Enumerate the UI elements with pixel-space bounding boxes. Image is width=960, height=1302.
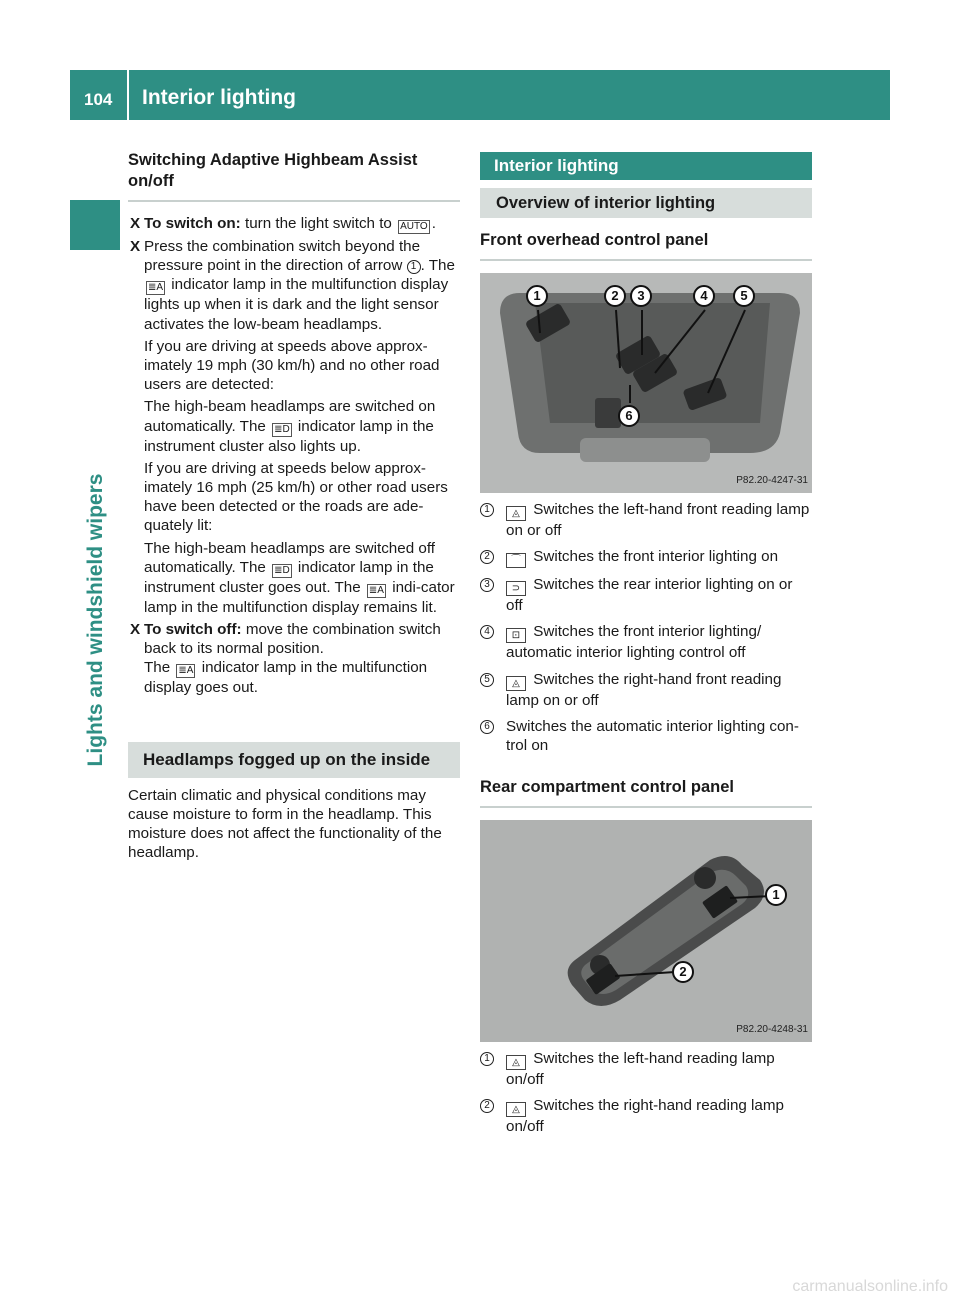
step-arrow-icon: X: [130, 621, 141, 639]
front-item-5: [480, 670, 812, 710]
rear-item-2: [480, 1096, 812, 1136]
side-tab-marker: [70, 200, 120, 250]
item-text: Switches the left-hand front reading lamp on or off: [506, 501, 810, 539]
para-on-text-1: The high-beam headlamps are switched on automatically. The: [144, 398, 436, 435]
front-item-1: [480, 500, 812, 540]
right-column: [480, 152, 812, 1137]
para-highbeam-on: [128, 397, 460, 455]
para-off-text-2: indicator lamp in the instrument cluster goes out. The: [144, 558, 434, 596]
item-number: 2: [480, 1099, 494, 1113]
header-title: Interior lighting: [142, 86, 296, 109]
callout-2: 2: [672, 961, 694, 983]
switch-off-text-2: The: [144, 659, 171, 677]
section-bar-interior-lighting: Interior lighting: [480, 152, 812, 180]
reading-lamp-icon: ◬: [506, 676, 526, 691]
item-text: Switches the automatic interior lighting con-trol on: [506, 717, 799, 755]
lighting-off-icon: ⊡: [506, 628, 526, 643]
item-number: 5: [480, 673, 494, 687]
highbeam-assist-indicator-icon: ≣A: [368, 584, 384, 596]
callout-1: 1: [765, 884, 787, 906]
item-number: 2: [480, 550, 494, 564]
press-text-3: indicator lamp in the multifunction display lights up when it is dark and the light sensor activates the low-beam headlamps.: [144, 276, 449, 333]
switch-off-text-3: indicator lamp in the multifunction display goes out.: [144, 659, 428, 697]
step-switch-on: X To switch on: turn the light switch to AUTO .: [130, 215, 436, 232]
watermark: carmanualsonline.info: [792, 1278, 948, 1295]
reading-lamp-icon: ◬: [506, 506, 526, 521]
item-text: Switches the front interior lighting on: [533, 548, 779, 566]
step-press-switch: X Press the combination switch beyond the pressure point in the direction of arrow 1 . The ≣A indicator lamp in the multifunction display lights up when it is dark and the light sensor activates the low-beam headlamps.: [130, 238, 455, 333]
rear-panel-heading: Rear compartment control panel: [480, 777, 812, 808]
item-text: Switches the right-hand reading lamp on/off: [506, 1097, 784, 1136]
switch-on-text: turn the light switch to: [244, 215, 392, 232]
page-number: 104: [84, 90, 113, 109]
para-below-speed: If you are driving at speeds below approx-imately 16 mph (25 km/h) or other road users have been detected or the roads are ade-quately lit:: [144, 459, 448, 535]
rear-panel-illustration: [480, 820, 812, 1042]
highbeam-assist-indicator-icon: ≣A: [178, 665, 194, 677]
side-chapter-label: [72, 473, 120, 767]
front-item-2: [480, 547, 812, 568]
front-item-4: [480, 622, 812, 662]
front-panel-illustration: [480, 273, 812, 493]
rear-panel-photo: [480, 820, 812, 1042]
section-bar-fogged: Headlamps fogged up on the inside: [128, 742, 460, 778]
fogged-paragraph: Certain climatic and physical conditions may cause moisture to form in the headlamp. This moisture does not affect the functionality of the headlamp.: [128, 786, 442, 862]
front-item-3: [480, 575, 812, 615]
item-number: 3: [480, 578, 494, 592]
rear-item-1: [480, 1049, 812, 1089]
callout-1: 1: [526, 285, 548, 307]
para-off-text-3: indi-cator lamp in the multifunction display remains lit.: [144, 578, 455, 616]
section-heading-highbeam: Switching Adaptive Highbeam Assist on/off: [128, 150, 460, 202]
front-panel-heading: Front overhead control panel: [480, 230, 812, 261]
reading-lamp-icon: ◬: [506, 1102, 526, 1117]
reading-lamp-icon: ◬: [506, 1055, 526, 1070]
callout-3: 3: [630, 285, 652, 307]
press-text: Press the combination switch beyond the pressure point in the direction of arrow: [144, 238, 421, 275]
front-lighting-icon: ⌒: [506, 553, 526, 568]
side-chapter-text: Lights and windshield wipers: [84, 473, 107, 767]
rear-lighting-icon: ⊃: [506, 581, 526, 596]
header-divider: [127, 70, 129, 120]
press-text-2: The: [428, 257, 455, 275]
para-on-text-2: indicator lamp in the instrument cluster also lights up.: [144, 417, 434, 455]
callout-2: 2: [604, 285, 626, 307]
switch-off-text: move the combination switch back to its normal position.: [144, 621, 441, 658]
section-bar-overview: Overview of interior lighting: [480, 188, 812, 218]
item-number: 1: [480, 503, 494, 517]
step-arrow-icon: X: [130, 238, 141, 255]
highbeam-indicator-icon: ≣D: [274, 564, 290, 576]
callout-5: 5: [733, 285, 755, 307]
callout-6: 6: [618, 405, 640, 427]
page-header: [70, 70, 890, 120]
highbeam-indicator-icon: ≣D: [274, 423, 290, 435]
highbeam-assist-indicator-icon: ≣A: [148, 282, 164, 294]
item-number: 4: [480, 625, 494, 639]
item-text: Switches the left-hand reading lamp on/off: [506, 1050, 775, 1089]
step-arrow-icon: X: [130, 215, 141, 232]
front-panel-photo: [480, 273, 812, 493]
switch-on-label: To switch on:: [144, 215, 241, 232]
para-above-speed: If you are driving at speeds above approx-imately 19 mph (30 km/h) and no other road users are detected:: [144, 337, 440, 394]
step-switch-off: [128, 620, 460, 698]
auto-symbol-icon: AUTO: [400, 221, 428, 232]
para-highbeam-off: [128, 539, 460, 617]
para-off-text-1: The high-beam headlamps are switched off automatically. The: [144, 539, 435, 576]
item-number: 1: [480, 1052, 494, 1066]
front-item-6: [480, 717, 812, 755]
photo-code: P82.20-4247-31: [736, 474, 808, 486]
item-text: Switches the front interior lighting/ automatic interior lighting control off: [506, 623, 762, 662]
callout-ref-1: 1: [407, 260, 421, 274]
photo-code: P82.20-4248-31: [736, 1024, 808, 1036]
item-number: 6: [480, 720, 494, 734]
callout-4: 4: [693, 285, 715, 307]
item-text: Switches the rear interior lighting on or off: [506, 576, 793, 615]
switch-off-label: To switch off:: [144, 621, 242, 639]
left-column: [128, 150, 460, 862]
item-text: Switches the right-hand front reading lamp on or off: [506, 670, 782, 709]
